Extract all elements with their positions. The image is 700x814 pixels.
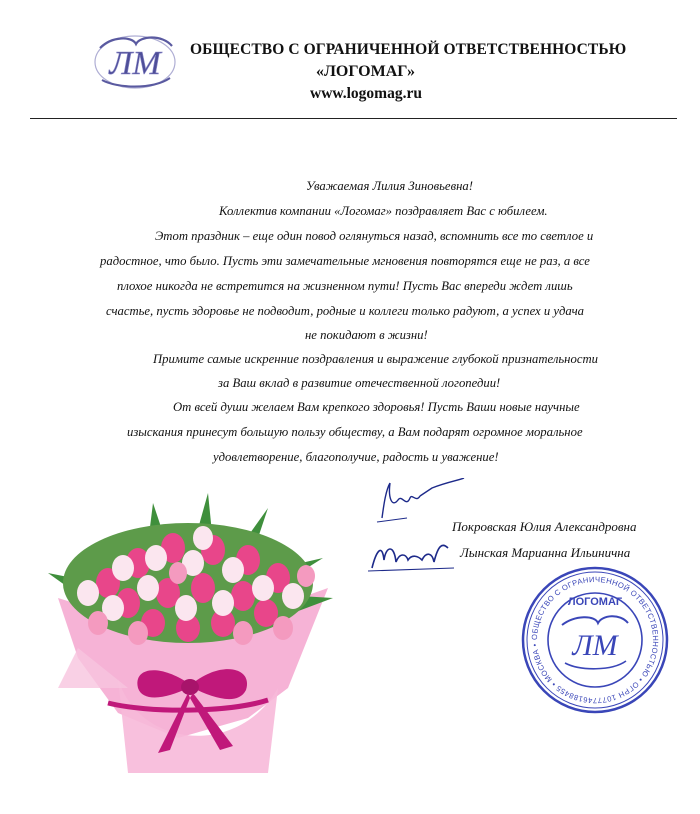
letter-line: изыскания принесут большую пользу обществу, а Вам подарят огромное моральное	[127, 425, 583, 439]
svg-text:ЛОГОМАГ: ЛОГОМАГ	[567, 596, 623, 608]
letterhead	[0, 0, 700, 125]
signer-name: Покровская Юлия Александровна	[452, 519, 637, 534]
letter-line: не покидают в жизни!	[305, 328, 428, 342]
company-name-line1: ОБЩЕСТВО С ОГРАНИЧЕННОЙ ОТВЕТСТВЕННОСТЬЮ	[190, 41, 627, 58]
svg-text:ЛМ: ЛМ	[572, 629, 618, 662]
letter-line: Этот праздник – еще один повод оглянуться назад, вспомнить все то светлое и	[155, 229, 594, 243]
letter-line: плохое никогда не встретится на жизненном пути! Пусть Вас впереди ждет лишь	[117, 279, 573, 293]
svg-text:ЛМ: ЛМ	[109, 45, 161, 82]
svg-text:ОБЩЕСТВО С ОГРАНИЧЕННОЙ ОТВЕТС: ОБЩЕСТВО С ОГРАНИЧЕННОЙ ОТВЕТСТВЕННОСТЬЮ • ОГРН 1077746188455 • МОСКВА •	[529, 574, 661, 706]
company-logo	[92, 30, 178, 92]
letter-line: От всей души желаем Вам крепкого здоровья! Пусть Ваши новые научные	[173, 400, 580, 414]
signer-name: Лынская Марианна Ильинична	[460, 545, 631, 560]
company-stamp	[520, 565, 670, 715]
letter-line: удовлетворение, благополучие, радость и уважение!	[213, 450, 499, 464]
company-website[interactable]: www.logomag.ru	[310, 85, 422, 102]
signature-lynskaya	[368, 538, 458, 574]
greeting-line: Уважаемая Лилия Зиновьевна!	[306, 179, 473, 193]
letter-line: радостное, что было. Пусть эти замечательные мгновения повторятся еще не раз, а все	[100, 254, 590, 268]
tulip-bouquet-image	[38, 488, 348, 778]
letter-line: Коллектив компании «Логомаг» поздравляет Вас с юбилеем.	[219, 204, 548, 218]
letter-line: счастье, пусть здоровье не подводит, родные и коллеги только радуют, а успех и удача	[106, 304, 584, 318]
letter-line: Примите самые искренние поздравления и выражение глубокой признательности	[153, 352, 598, 366]
letter-line: за Ваш вклад в развитие отечественной логопедии!	[218, 376, 501, 390]
company-name-line2: «ЛОГОМАГ»	[316, 63, 416, 80]
header-divider	[30, 118, 677, 119]
